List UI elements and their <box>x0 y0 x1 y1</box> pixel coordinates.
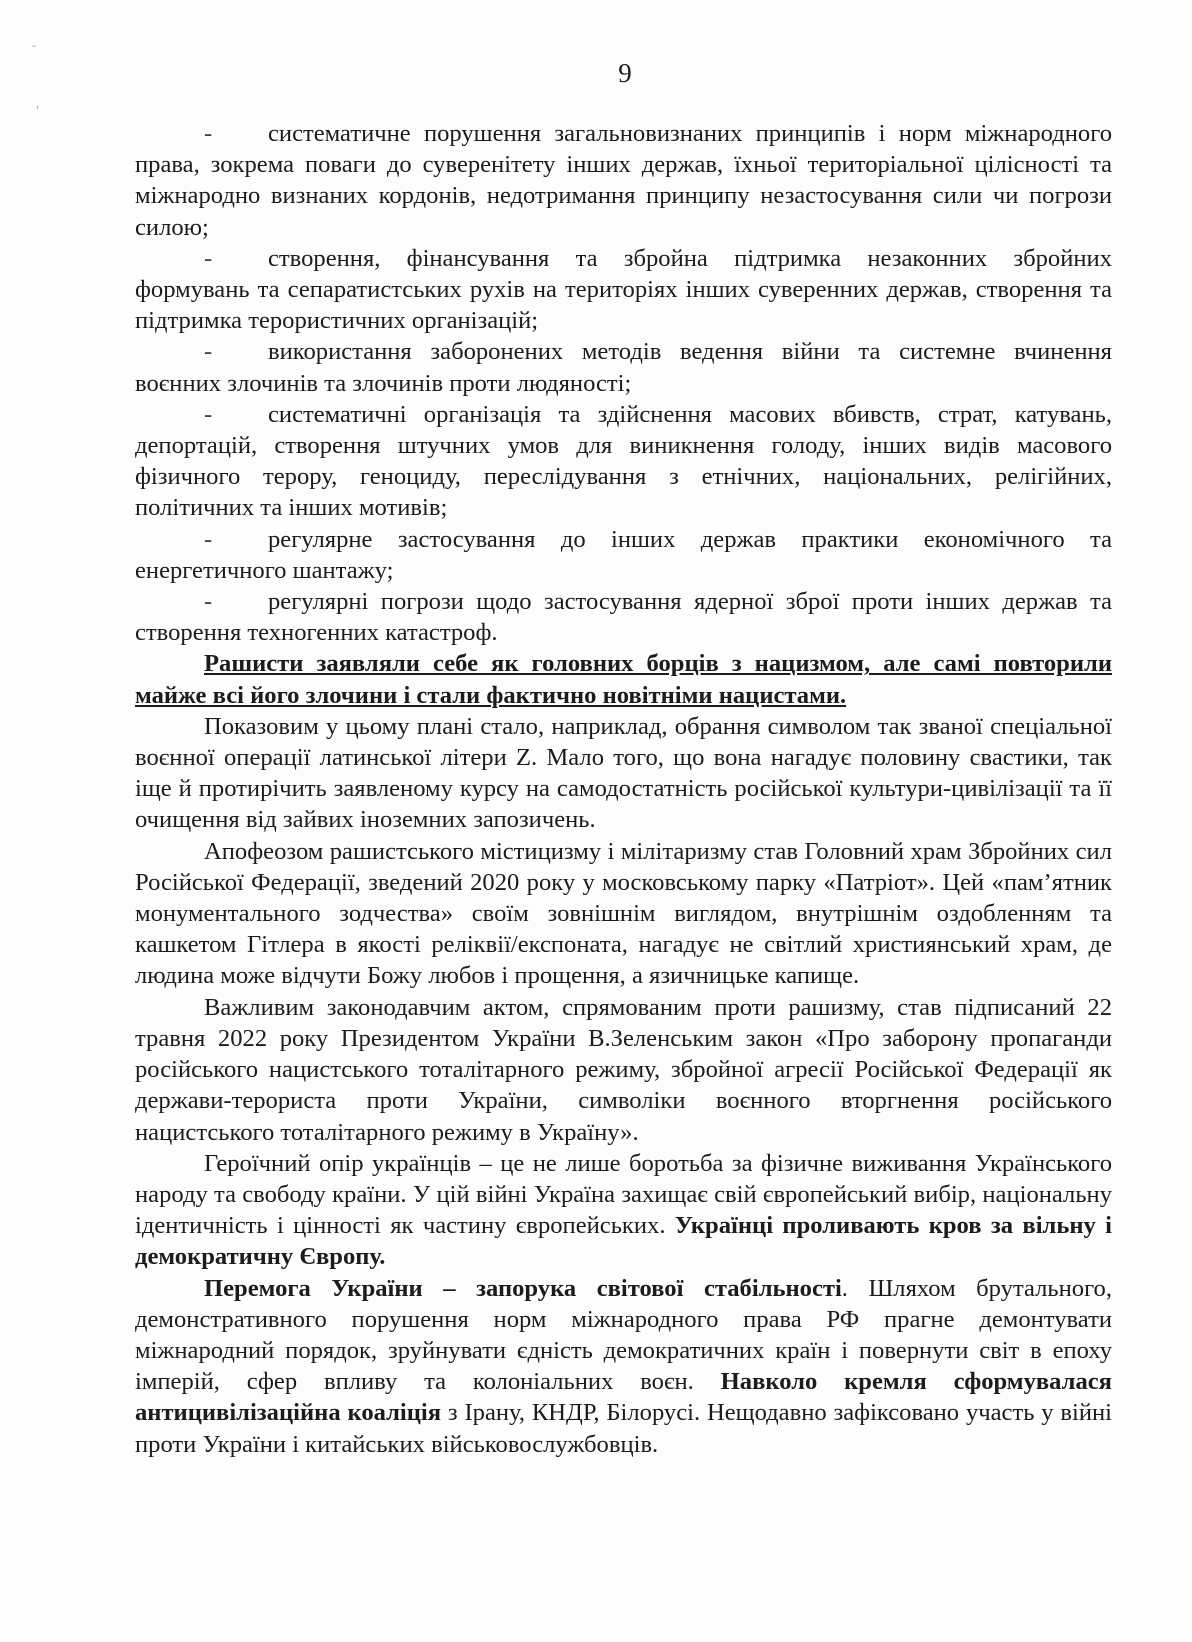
scan-artifact-mark: - <box>32 38 36 52</box>
scan-artifact-mark: , <box>36 96 39 110</box>
paragraph-resistance <box>135 1148 1112 1273</box>
bullet-dash: - <box>204 525 213 553</box>
page-number: 9 <box>618 58 632 88</box>
list-item-text: систематичні організація та здійснення масових вбивств, страт, катувань, депортацій, створення штучних умов для виникнення голоду, інших видів масового фізичного терору, геноциду, переслідування з етнічних, національних, релігійних, політичних та інших мотивів; <box>135 400 1112 522</box>
list-item <box>135 118 1112 243</box>
list-item <box>135 243 1112 337</box>
paragraph-bold-lead: Перемога України – запорука світової стабільності <box>204 1274 842 1302</box>
list-item <box>135 399 1112 524</box>
paragraph-bold-statement: Українці проливають кров за вільну і демократичну Європу. <box>135 1212 1112 1271</box>
list-item <box>135 586 1112 648</box>
list-item-text: регулярне застосування до інших держав практики економічного та енергетичного шантажу; <box>135 525 1112 584</box>
bullet-dash: - <box>204 400 213 428</box>
paragraph-text: . Шляхом брутального, демонстративного порушення норм міжнародного права РФ прагне демонтувати міжнародний порядок, зруйнувати єдність демократичних країн і повернути світ в епоху імперій, сфер впливу та колоніальних воєн. <box>135 1274 1113 1396</box>
list-item-text: регулярні погрози щодо застосування ядерної зброї проти інших держав та створення техногенних катастроф. <box>135 588 1112 647</box>
paragraph-victory <box>135 1273 1112 1460</box>
list-item-text: систематичне порушення загальновизнаних принципів і норм міжнародного права, зокрема поваги до суверенітету інших держав, їхньої територіальної цілісності та міжнародно визнаних кордонів, недотримання принципу незастосування сили чи погрози силою; <box>135 120 1112 241</box>
list-item <box>135 336 1112 398</box>
paragraph-law: Важливим законодавчим актом, спрямованим проти рашизму, став підписаний 22 травня 2022 року Президентом України В.Зеленським закон «Про заборону пропаганди російського нацистського тоталітарного режиму, збройної агресії Російської Федерації як держави-терориста проти України, символіки воєнного вторгнення російського нацистського тоталітарного режиму в Україну». <box>135 993 1112 1146</box>
list-item-text: створення, фінансування та збройна підтримка незаконних збройних формувань та сепаратистських рухів на територіях інших суверенних держав, створення та підтримка терористичних організацій; <box>135 244 1112 335</box>
paragraph-main-temple: Апофеозом рашистського містицизму і мілітаризму став Головний храм Збройних сил Російської Федерації, зведений 2020 року у московському парку «Патріот». Цей «пам’ятник монументального зодчества» своїм зовнішнім виглядом, внутрішнім оздобленням та кашкетом Гітлера в якості реліквії/експоната, нагадує не світлий християнський храм, де людина може відчути Божу любов і прощення, а язичницьке капище. <box>135 837 1112 990</box>
bullet-dash: - <box>204 120 213 147</box>
document-body <box>135 118 1112 1460</box>
list-item-text: використання заборонених методів ведення війни та системне вчинення воєнних злочинів та злочинів проти людяності; <box>135 338 1112 397</box>
paragraph-z-symbol: Показовим у цьому плані стало, наприклад, обрання символом так званої спеціальної воєнної операції латинської літери Z. Мало того, що вона нагадує половину свастики, так іще й протирічить заявленому курсу на самодостатність російської культури-цивілізації та її очищення від зайвих іноземних запозичень. <box>135 712 1112 834</box>
section-heading: Рашисти заявляли себе як головних борців з нацизмом, але самі повторили майже всі його злочини і стали фактично новітніми нацистами. <box>135 650 1112 709</box>
bullet-dash: - <box>204 588 213 616</box>
paragraph-bold-coalition: Навколо кремля сформувалася антицивілізаційна коаліція <box>135 1368 1112 1427</box>
paragraph-text: Героїчний опір українців – це не лише боротьба за фізичне виживання Українського народу та свободу країни. У цій війні Україна захищає свій європейський вибір, національну ідентичність і цінності як частину європейських. <box>135 1149 1112 1240</box>
list-item <box>135 524 1112 586</box>
paragraph-text: з Ірану, КНДР, Білорусі. Нещодавно зафіксовано участь у війні проти України і китайських військовослужбовців. <box>135 1399 1113 1458</box>
bullet-dash: - <box>204 338 213 366</box>
bullet-dash: - <box>204 244 213 272</box>
